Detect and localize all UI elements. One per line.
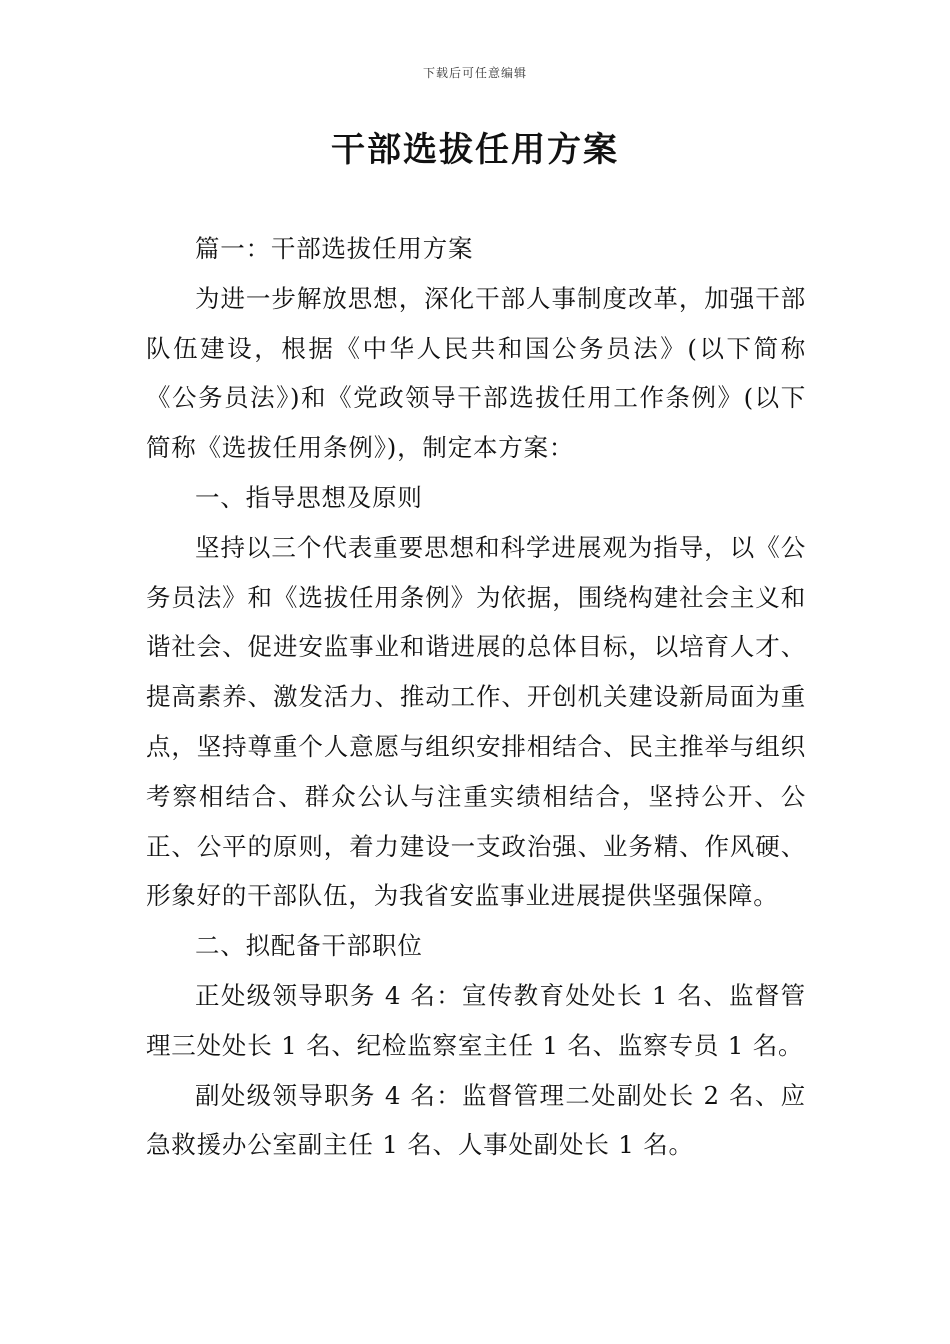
header-note: 下载后可任意编辑 [422, 66, 527, 80]
section-label: 篇一：干部选拔任用方案 [195, 234, 474, 263]
paragraph-chief-positions: 正处级领导职务 4 名：宣传教育处处长 1 名、监督管理三处处长 1 名、纪检监察室主任 1 名、监察专员 1 名。 [146, 980, 806, 1060]
heading-positions: 二、拟配备干部职位 [195, 931, 423, 961]
page-title: 干部选拔任用方案 [331, 130, 619, 170]
document-body [146, 224, 806, 1170]
paragraph-deputy-positions: 副处级领导职务 4 名：监督管理二处副处长 2 名、应急救援办公室副主任 1 名、人事处副处长 1 名。 [146, 1080, 806, 1160]
heading-guiding-principles: 一、指导思想及原则 [195, 482, 423, 512]
paragraph-intro: 为进一步解放思想，深化干部人事制度改革，加强干部队伍建设，根据《中华人民共和国公务员法》(以下简称《公务员法》)和《党政领导干部选拔任用工作条例》(以下简称《选拔任用条例》)，制定本方案： [146, 283, 806, 463]
paragraph-principles: 坚持以三个代表重要思想和科学进展观为指导，以《公务员法》和《选拔任用条例》为依据，围绕构建社会主义和谐社会、促进安监事业和谐进展的总体目标，以培育人才、提高素养、激发活力、推动工作、开创机关建设新局面为重点，坚持尊重个人意愿与组织安排相结合、民主推举与组织考察相结合、群众公认与注重实绩相结合，坚持公开、公正、公平的原则，着力建设一支政治强、业务精、作风硬、形象好的干部队伍，为我省安监事业进展提供坚强保障。 [146, 532, 806, 911]
